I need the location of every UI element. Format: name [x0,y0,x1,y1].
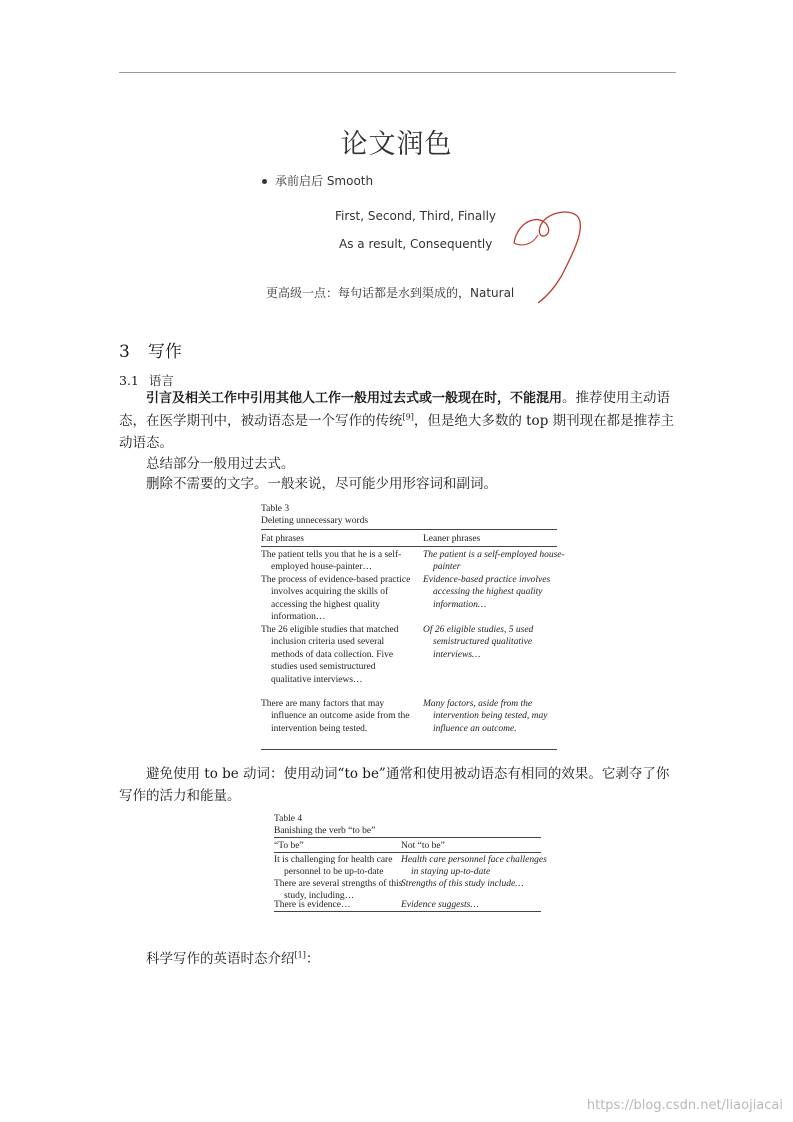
paragraph-1-bold: 引言及相关工作中引用其他人工作一般用过去式或一般现在时，不能混用 [146,391,563,406]
section-title: 写作 [147,342,182,362]
subsection-number: 3.1 [119,373,139,388]
table-4-caption-title: Banishing the verb “to be” [274,826,376,836]
table-row: It is challenging for health care personnel to be up-to-date [274,855,393,878]
table-row: The 26 eligible studies that matched inclusion criteria used several methods of data collection. Five studies used semistructured qualitative interviews… [261,625,399,685]
bullet-dot-icon [262,179,267,184]
table-row: Health care personnel face challenges in staying up-to-date [401,855,547,878]
table-row: Evidence-based practice involves accessing the highest quality information… [423,575,551,610]
table-row: There is evidence… [274,900,351,910]
paragraph-5 [146,948,676,970]
subsection-title: 语言 [148,373,174,388]
section-heading [119,337,182,362]
table-3-header-fat: Fat phrases [261,534,305,544]
paragraph-2: 总结部分一般用过去式。 [146,456,295,472]
table-4-bottom-rule [274,911,541,912]
citation-9: [9] [402,412,414,422]
paragraph-1 [119,387,676,454]
table-3-header-leaner: Leaner phrases [423,534,481,544]
slide-line-2: As a result, Consequently [339,237,493,251]
paragraph-5-text: 科学写作的英语时态介绍 [146,951,295,967]
table-4-header-tobe: “To be” [274,841,304,851]
table-row: The process of evidence-based practice involves acquiring the skills of accessing the highest quality information… [261,575,411,623]
table-4-caption-number: Table 4 [274,814,303,824]
table-row: Strengths of this study include… [401,879,524,889]
section-number: 3 [119,342,130,362]
table-row: The patient is a self-employed house-painter [423,550,565,573]
table-row: There are several strengths of this study, including… [274,879,403,902]
table-3 [261,503,565,751]
table-3-caption-number: Table 3 [261,504,290,514]
table-4-top-rule [274,837,541,838]
paragraph-1-text-a: 。推荐使用主动语态，在医学期刊中，被动语态是一个写作的传统 [119,390,671,429]
paragraph-5-colon: ： [305,951,320,967]
slide-line-3: 更高级一点：每句话都是水到渠成的，Natural [266,286,515,300]
table-row: Evidence suggests… [401,900,479,910]
paragraph-3: 删除不需要的文字。一般来说，尽可能少用形容词和副词。 [146,476,497,492]
table-row: The patient tells you that he is a self-employed house-painter… [261,550,402,573]
table-row: Of 26 eligible studies, 5 used semistructured qualitative interviews… [423,625,534,660]
swirl-decoration-icon [508,205,588,307]
table-3-top-rule [261,529,557,530]
table-4-header-not-tobe: Not “to be” [401,841,445,851]
table-row: There are many factors that may influence an outcome aside from the intervention being tested. [261,699,410,734]
table-3-bottom-rule [261,749,557,750]
table-3-header-rule [261,546,557,547]
slide-bullet [262,172,373,189]
header-rule [119,72,676,73]
table-row: Many factors, aside from the intervention being tested, may influence an outcome. [423,699,548,734]
citation-1: [1] [294,950,306,960]
paragraph-1-text-b: ，但是绝大多数的 top 期刊现在都是推荐主动语态。 [119,413,675,451]
table-4 [274,813,547,913]
slide-bullet-text: 承前启后 Smooth [275,174,374,188]
table-4-header-rule [274,852,541,853]
watermark: https://blog.csdn.net/liaojiacai [586,1098,783,1113]
slide-title: 论文润色 [340,129,453,160]
paragraph-4: 避免使用 to be 动词：使用动词“to be”通常和使用被动语态有相同的效果。它剥夺了你写作的活力和能量。 [119,766,670,804]
table-3-caption-title: Deleting unnecessary words [261,516,369,526]
slide-line-1: First, Second, Third, Finally [335,209,497,223]
